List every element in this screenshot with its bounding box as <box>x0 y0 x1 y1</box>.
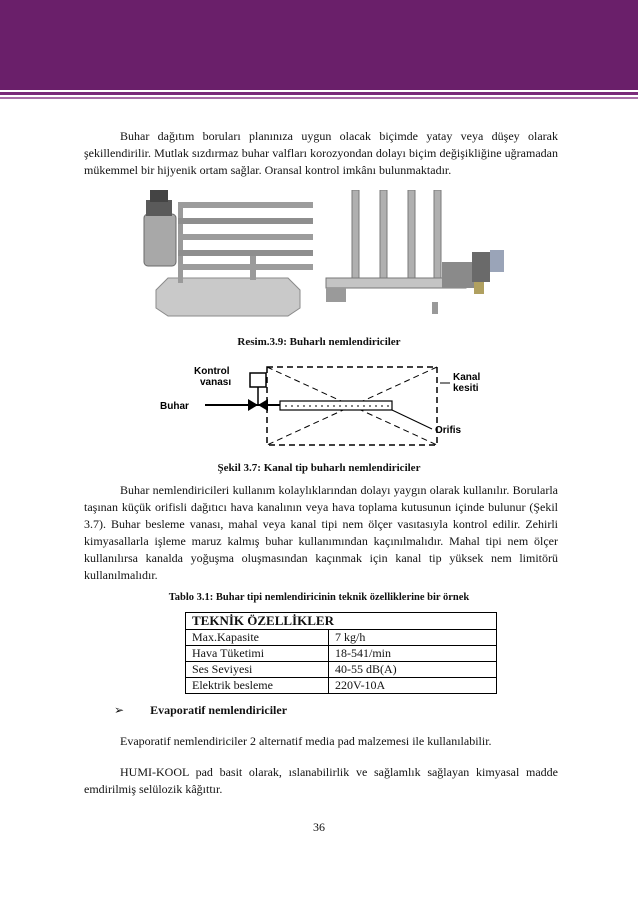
arrow-bullet-icon: ➢ <box>114 703 125 717</box>
table-caption: Tablo 3.1: Buhar tipi nemlendiricinin teknik özelliklerine bir örnek <box>168 592 470 603</box>
control-valve-icon <box>250 373 266 387</box>
label-kanal: Kanal <box>453 372 481 383</box>
humidifier-photo-left <box>138 190 318 318</box>
humi-paragraph: HUMI-KOOL pad basit olarak, ıslanabilirlik ve sağlamlık sağlayan kimyasal madde emdirilmiş selülozik kâğıttır. <box>84 765 558 796</box>
evap-paragraph: Evaporatif nemlendiriciler 2 alternatif media pad malzemesi ile kullanılabilir. <box>120 734 492 748</box>
header-rule <box>0 92 638 95</box>
label-buhar: Buhar <box>160 401 189 412</box>
section-heading-row <box>114 703 287 718</box>
table-row <box>186 662 497 678</box>
table-header-row <box>186 613 497 630</box>
humidifier-photo-right <box>322 190 512 320</box>
table-row <box>186 678 497 694</box>
photo-caption: Resim.3.9: Buharlı nemlendiriciler <box>237 336 401 348</box>
row-name: Ses Seviyesi <box>186 662 329 678</box>
steam-pipe <box>280 401 392 410</box>
row-name: Elektrik besleme <box>186 678 329 694</box>
row-value: 7 kg/h <box>329 630 497 646</box>
label-kesiti: kesiti <box>453 383 479 394</box>
row-value: 220V-10A <box>329 678 497 694</box>
row-name: Hava Tüketimi <box>186 646 329 662</box>
header-band <box>0 0 638 90</box>
duct-diagram <box>150 355 495 455</box>
figure-caption: Şekil 3.7: Kanal tip buharlı nemlendiriciler <box>217 462 421 474</box>
table-row <box>186 646 497 662</box>
table-header: TEKNİK ÖZELLİKLER <box>186 613 497 630</box>
body-paragraph: Buhar nemlendiricileri kullanım kolaylıklarından dolayı yaygın olarak kullanılır. Borularla taşınan küçük orifisli dağıtıcı hava kanalının veya hava toplama kutusunun içinde bulunur (Şekil 3.7). Buhar besleme vanası, mahal veya kanal tipi nem ölçer vasıtasıyla kontrol edilir. Zehirli kimyasallarla işleme maruz kalmış buhar kullanımından kaçınılmalıdır. Mahal tipi nem ölçer kullanılırsa kanalda yoğuşma oluşmasından kaçınmak için kanal tip yüksek nem limitörü kullanılmalıdır. <box>84 483 558 582</box>
header-rule-thin <box>0 97 638 99</box>
spec-table <box>185 612 497 694</box>
intro-paragraph: Buhar dağıtım boruları planınıza uygun olacak biçimde yatay veya düşey olarak şekillendirilir. Mutlak sızdırmaz buhar valfları korozyondan dolayı biçim değişikliğine uğramadan mükemmel bir hijyenik ortam sağlar. Oransal kontrol imkânı bulunmaktadır. <box>84 129 558 177</box>
label-orifis: Orifis <box>435 425 462 436</box>
label-kontrol: Kontrol <box>194 366 230 377</box>
label-vanasi: vanası <box>200 377 232 388</box>
row-value: 40-55 dB(A) <box>329 662 497 678</box>
section-heading: Evaporatif nemlendiriciler <box>150 703 288 717</box>
table-row <box>186 630 497 646</box>
page-number: 36 <box>313 820 325 834</box>
row-value: 18-541/min <box>329 646 497 662</box>
row-name: Max.Kapasite <box>186 630 329 646</box>
